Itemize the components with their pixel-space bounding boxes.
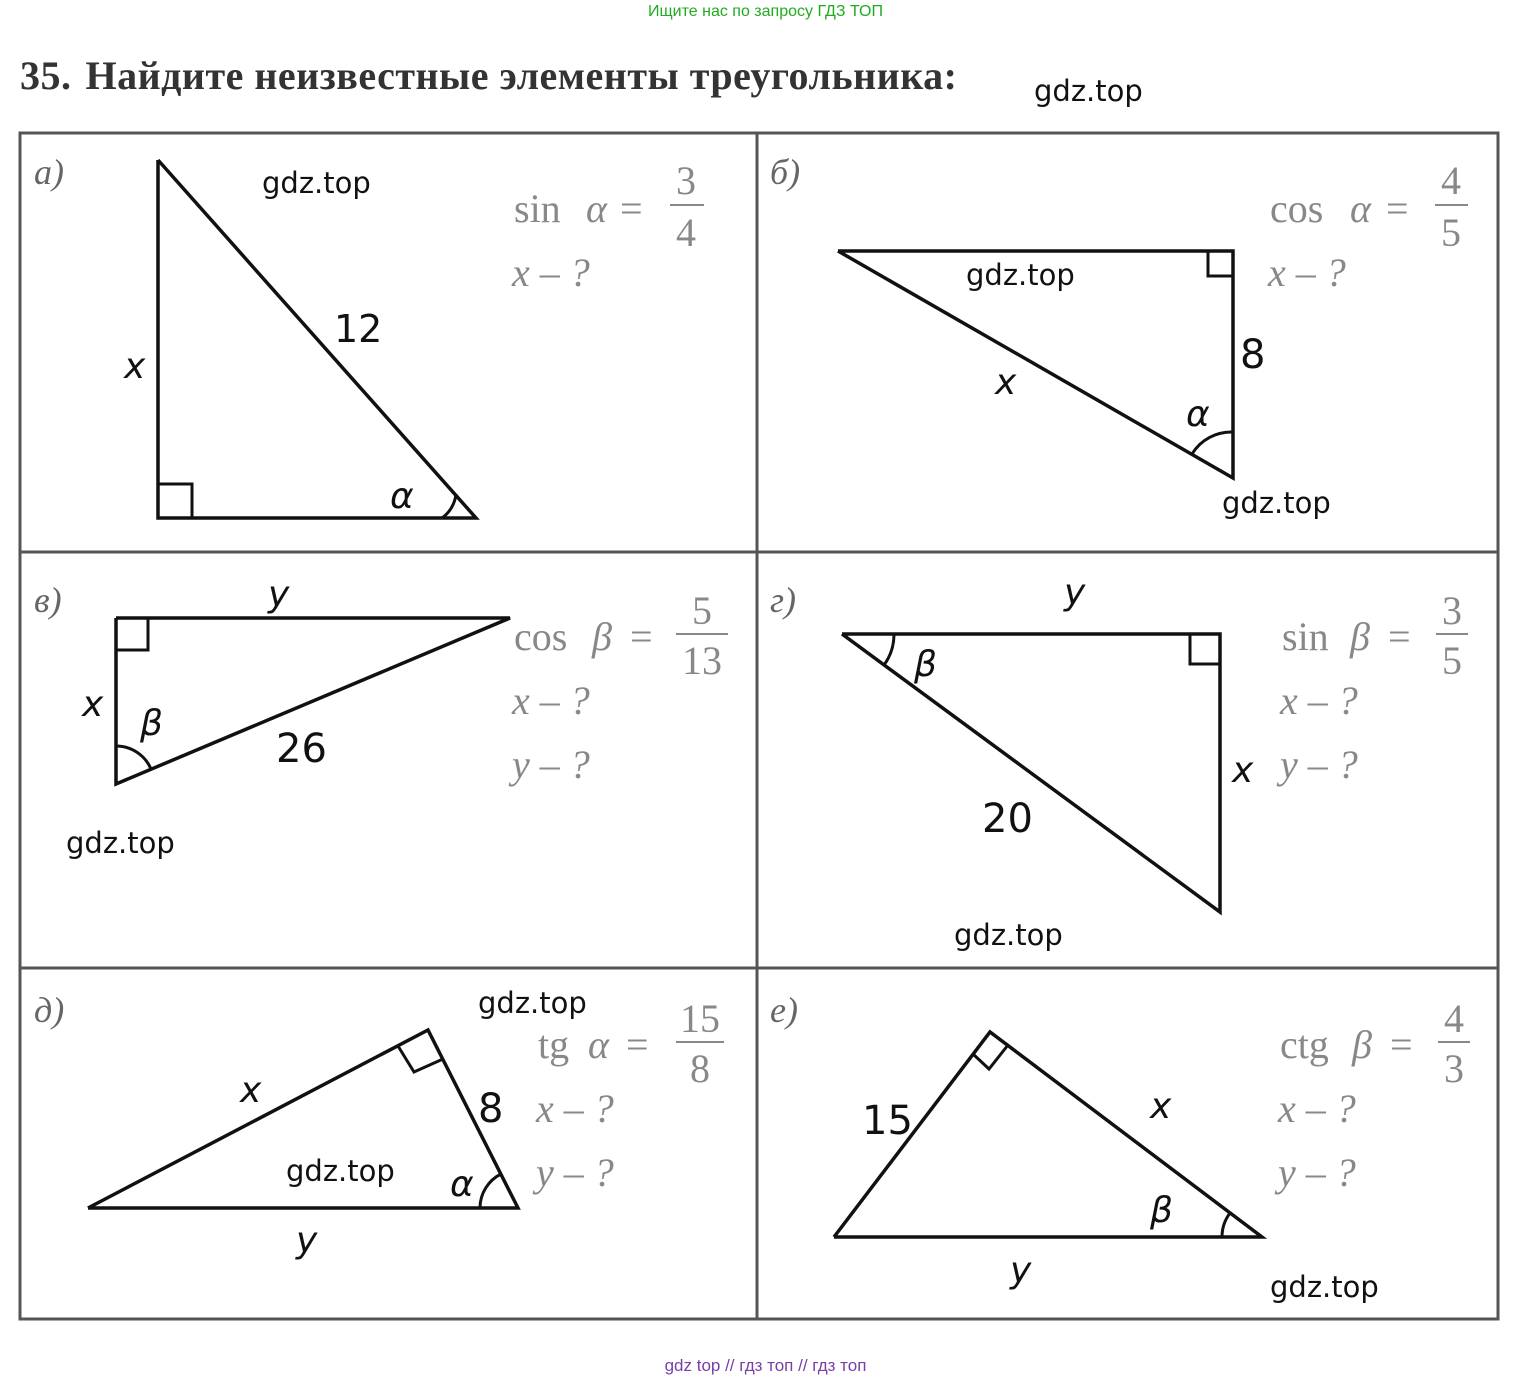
panel-c — [34, 574, 728, 787]
svg-text:sin: sin — [514, 186, 561, 231]
svg-text:15: 15 — [680, 996, 720, 1041]
watermark: gdz.top — [1270, 1270, 1379, 1304]
watermark: gdz.top — [286, 1154, 395, 1188]
svg-text:=: = — [630, 614, 653, 659]
svg-text:α: α — [588, 1022, 609, 1067]
panel-a-label: а) — [34, 152, 64, 192]
svg-text:5: 5 — [1442, 638, 1462, 683]
side-d-y: y — [1064, 572, 1086, 613]
panel-c-label: в) — [34, 580, 62, 620]
angle-a-label: α — [390, 476, 414, 517]
svg-text:4: 4 — [676, 210, 696, 255]
side-c-hyp: 26 — [276, 726, 327, 772]
svg-text:x – ?: x – ? — [1278, 1086, 1356, 1131]
svg-text:y – ?: y – ? — [1280, 742, 1358, 787]
panel-e — [34, 990, 724, 1261]
side-c-x: x — [82, 684, 104, 725]
watermark: gdz.top — [478, 986, 587, 1020]
side-f-y: y — [1010, 1250, 1032, 1291]
formula-f — [1274, 996, 1470, 1195]
svg-text:β: β — [1350, 614, 1370, 659]
svg-text:ctg: ctg — [1280, 1022, 1329, 1067]
panel-b-label: б) — [770, 152, 801, 192]
formula-b — [1267, 158, 1468, 295]
panel-d-label: г) — [770, 580, 797, 620]
panel-d — [770, 572, 1468, 912]
watermark: gdz.top — [66, 826, 175, 860]
svg-text:3: 3 — [1442, 588, 1462, 633]
formula-c — [508, 588, 728, 787]
formula-a — [511, 158, 704, 295]
side-e-leg: 8 — [478, 1086, 504, 1132]
side-e-x: x — [240, 1070, 262, 1111]
side-b-x: x — [995, 362, 1017, 403]
svg-text:α: α — [1350, 186, 1371, 231]
svg-text:8: 8 — [690, 1046, 710, 1091]
watermark: gdz.top — [262, 166, 371, 200]
footer-links: gdz top // гдз топ // гдз топ — [664, 1356, 867, 1375]
formula-e — [532, 996, 724, 1195]
svg-text:α: α — [586, 186, 607, 231]
svg-text:=: = — [1390, 1022, 1413, 1067]
svg-text:5: 5 — [1441, 210, 1461, 255]
side-a-hyp: 12 — [334, 307, 383, 351]
svg-text:=: = — [620, 186, 643, 231]
svg-text:3: 3 — [676, 158, 696, 203]
triangle-d — [842, 634, 1220, 912]
svg-text:4: 4 — [1441, 158, 1461, 203]
svg-text:y – ?: y – ? — [512, 742, 590, 787]
svg-text:3: 3 — [1444, 1046, 1464, 1091]
angle-e-label: α — [450, 1164, 474, 1205]
side-c-y: y — [268, 574, 290, 615]
svg-text:4: 4 — [1444, 996, 1464, 1041]
panel-f — [770, 990, 1470, 1291]
side-d-hyp: 20 — [982, 796, 1033, 842]
watermark: gdz.top — [954, 918, 1063, 952]
side-f-x: x — [1150, 1086, 1172, 1127]
problem-number: 35. — [20, 53, 72, 98]
svg-text:β: β — [592, 614, 612, 659]
side-f-leg: 15 — [862, 1098, 913, 1144]
svg-text:tg: tg — [538, 1022, 570, 1067]
svg-text:x – ?: x – ? — [536, 1086, 614, 1131]
svg-text:y – ?: y – ? — [1278, 1150, 1356, 1195]
watermark: gdz.top — [1222, 486, 1331, 520]
problem-text: Найдите неизвестные элементы треугольника: — [85, 53, 958, 98]
angle-c-label: β — [140, 703, 163, 744]
triangle-a — [158, 160, 476, 518]
angle-b-label: α — [1186, 394, 1210, 435]
svg-text:y – ?: y – ? — [536, 1150, 614, 1195]
svg-text:=: = — [1388, 614, 1411, 659]
panel-f-label: е) — [770, 990, 798, 1030]
grid-frame — [20, 133, 1498, 1319]
svg-text:x – ?: x – ? — [1268, 250, 1346, 295]
panel-b — [770, 152, 1468, 478]
angle-f-label: β — [1150, 1190, 1173, 1231]
svg-text:x – ?: x – ? — [1280, 678, 1358, 723]
side-b-leg: 8 — [1240, 332, 1266, 378]
svg-text:x – ?: x – ? — [512, 250, 590, 295]
watermark: gdz.top — [1034, 74, 1143, 108]
top-banner: Ищите нас по запросу ГДЗ ТОП — [648, 3, 883, 20]
panel-a — [34, 152, 704, 518]
formula-d — [1276, 588, 1468, 787]
panel-grid — [20, 133, 1498, 1319]
svg-text:=: = — [626, 1022, 649, 1067]
angle-d-label: β — [914, 644, 937, 685]
svg-text:x – ?: x – ? — [512, 678, 590, 723]
svg-text:13: 13 — [682, 638, 722, 683]
svg-text:sin: sin — [1282, 614, 1329, 659]
side-d-x: x — [1232, 750, 1254, 791]
svg-text:5: 5 — [692, 588, 712, 633]
side-a-x: x — [124, 346, 146, 387]
svg-text:β: β — [1352, 1022, 1372, 1067]
svg-text:cos: cos — [514, 614, 568, 659]
watermark: gdz.top — [966, 258, 1075, 292]
panel-e-label: д) — [34, 990, 65, 1030]
svg-text:=: = — [1386, 186, 1409, 231]
svg-text:cos: cos — [1270, 186, 1324, 231]
side-e-y: y — [296, 1220, 318, 1261]
